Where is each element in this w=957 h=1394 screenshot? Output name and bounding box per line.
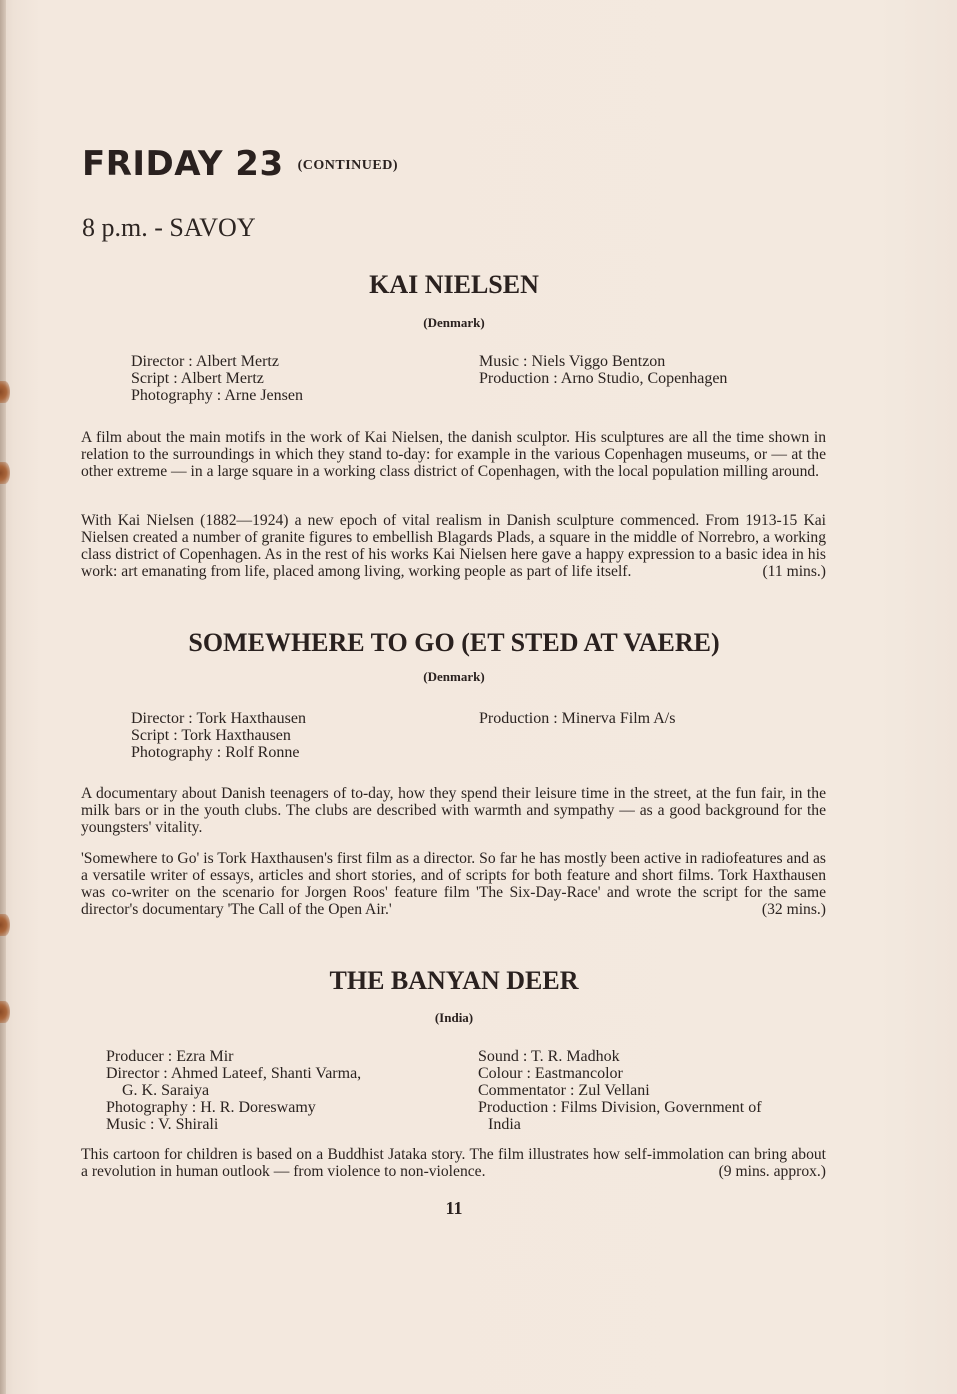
film-credits-right [478, 1048, 762, 1133]
film-title: SOMEWHERE TO GO (ET STED AT VAERE) [188, 628, 720, 657]
credit-line: Director : Albert Mertz [131, 353, 279, 370]
film-description-text: 'Somewhere to Go' is Tork Haxthausen's first film as a director. So far he has mostly been active in radiofeatures and as a versatile writer of essays, articles and short stories, and of scripts for both feature and short films. Tork Haxthausen was co-writer on the scenario for Jorgen Roos' feature film 'The Six-Day-Race' and wrote the script for the same director's documentary 'The Call of the Open Air.' [81, 850, 826, 918]
session-heading: 8 p.m. - SAVOY [82, 213, 256, 242]
header-continued: (CONTINUED) [297, 157, 399, 173]
credit-line: Photography : Arne Jensen [131, 387, 303, 404]
film-title: KAI NIELSEN [369, 270, 539, 299]
credit-line: Photography : Rolf Ronne [131, 744, 300, 761]
film-credits-right [479, 353, 727, 387]
credit-line: Production : Arno Studio, Copenhagen [479, 370, 728, 387]
credit-line: India [488, 1116, 521, 1133]
page-header [82, 144, 398, 184]
binding-stain [0, 462, 10, 484]
film-duration: (11 mins.) [762, 563, 826, 580]
credit-line: G. K. Saraiya [122, 1082, 210, 1099]
credit-line: Director : Tork Haxthausen [131, 710, 306, 727]
credit-line: Commentator : Zul Vellani [478, 1082, 650, 1099]
film-description [81, 512, 826, 580]
page-number: 11 [445, 1198, 463, 1218]
credit-line: Colour : Eastmancolor [478, 1065, 623, 1082]
film-country: (India) [434, 1010, 474, 1025]
film-country: (Denmark) [423, 669, 485, 684]
credit-line: Script : Tork Haxthausen [131, 727, 291, 744]
credit-line: Production : Films Division, Government of [478, 1099, 762, 1116]
page-spine [0, 0, 6, 1394]
credit-line: Music : V. Shirali [106, 1116, 219, 1133]
film-duration: (32 mins.) [761, 901, 826, 918]
header-day: FRIDAY 23 [82, 144, 284, 184]
credit-line: Script : Albert Mertz [131, 370, 264, 387]
film-description: A film about the main motifs in the work of Kai Nielsen, the danish sculptor. His sculptures are all the time shown in relation to the surroundings in which they stand to-day: for example in the various Copenhagen museums, or — at the other extreme — in a large square in a working class district of Copenhagen, with the local population milling around. [81, 429, 826, 480]
film-country: (Denmark) [423, 315, 485, 330]
credit-line: Producer : Ezra Mir [106, 1048, 234, 1065]
credit-line: Photography : H. R. Doreswamy [106, 1099, 316, 1116]
film-description [81, 1146, 826, 1180]
film-credits-right [479, 710, 675, 727]
film-credits-left [131, 353, 303, 404]
credit-line: Production : Minerva Film A/s [479, 710, 676, 727]
film-duration: (9 mins. approx.) [718, 1163, 826, 1180]
binding-stain [0, 381, 10, 403]
film-description-text: With Kai Nielsen (1882—1924) a new epoch of vital realism in Danish sculpture commenced. From 1913-15 Kai Nielsen created a number of granite figures to embellish Blagards Plads, a square in the middle of Norrebro, a working class district of Copenhagen. As in the rest of his works Kai Nielsen here gave a happy expression to a basic idea in his work: art emanating from life, placed among living, working people as part of life itself. [81, 512, 826, 580]
film-description: A documentary about Danish teenagers of to-day, how they spend their leisure time in the street, at the fun fair, in the milk bars or in the youth clubs. The clubs are described with warmth and sympathy — as a good background for the youngsters' vitality. [81, 785, 826, 836]
credit-line: Director : Ahmed Lateef, Shanti Varma, [106, 1065, 362, 1082]
credit-line: Music : Niels Viggo Bentzon [479, 353, 666, 370]
film-title: THE BANYAN DEER [329, 966, 579, 995]
film-description-text: This cartoon for children is based on a Buddhist Jataka story. The film illustrates how self-immolation can bring about a revolution in human outlook — from violence to non-violence. [81, 1146, 826, 1180]
credit-line: Sound : T. R. Madhok [478, 1048, 620, 1065]
film-credits-left [106, 1048, 361, 1133]
film-credits-left [131, 710, 306, 761]
binding-stain [0, 914, 10, 936]
film-description [81, 850, 826, 918]
